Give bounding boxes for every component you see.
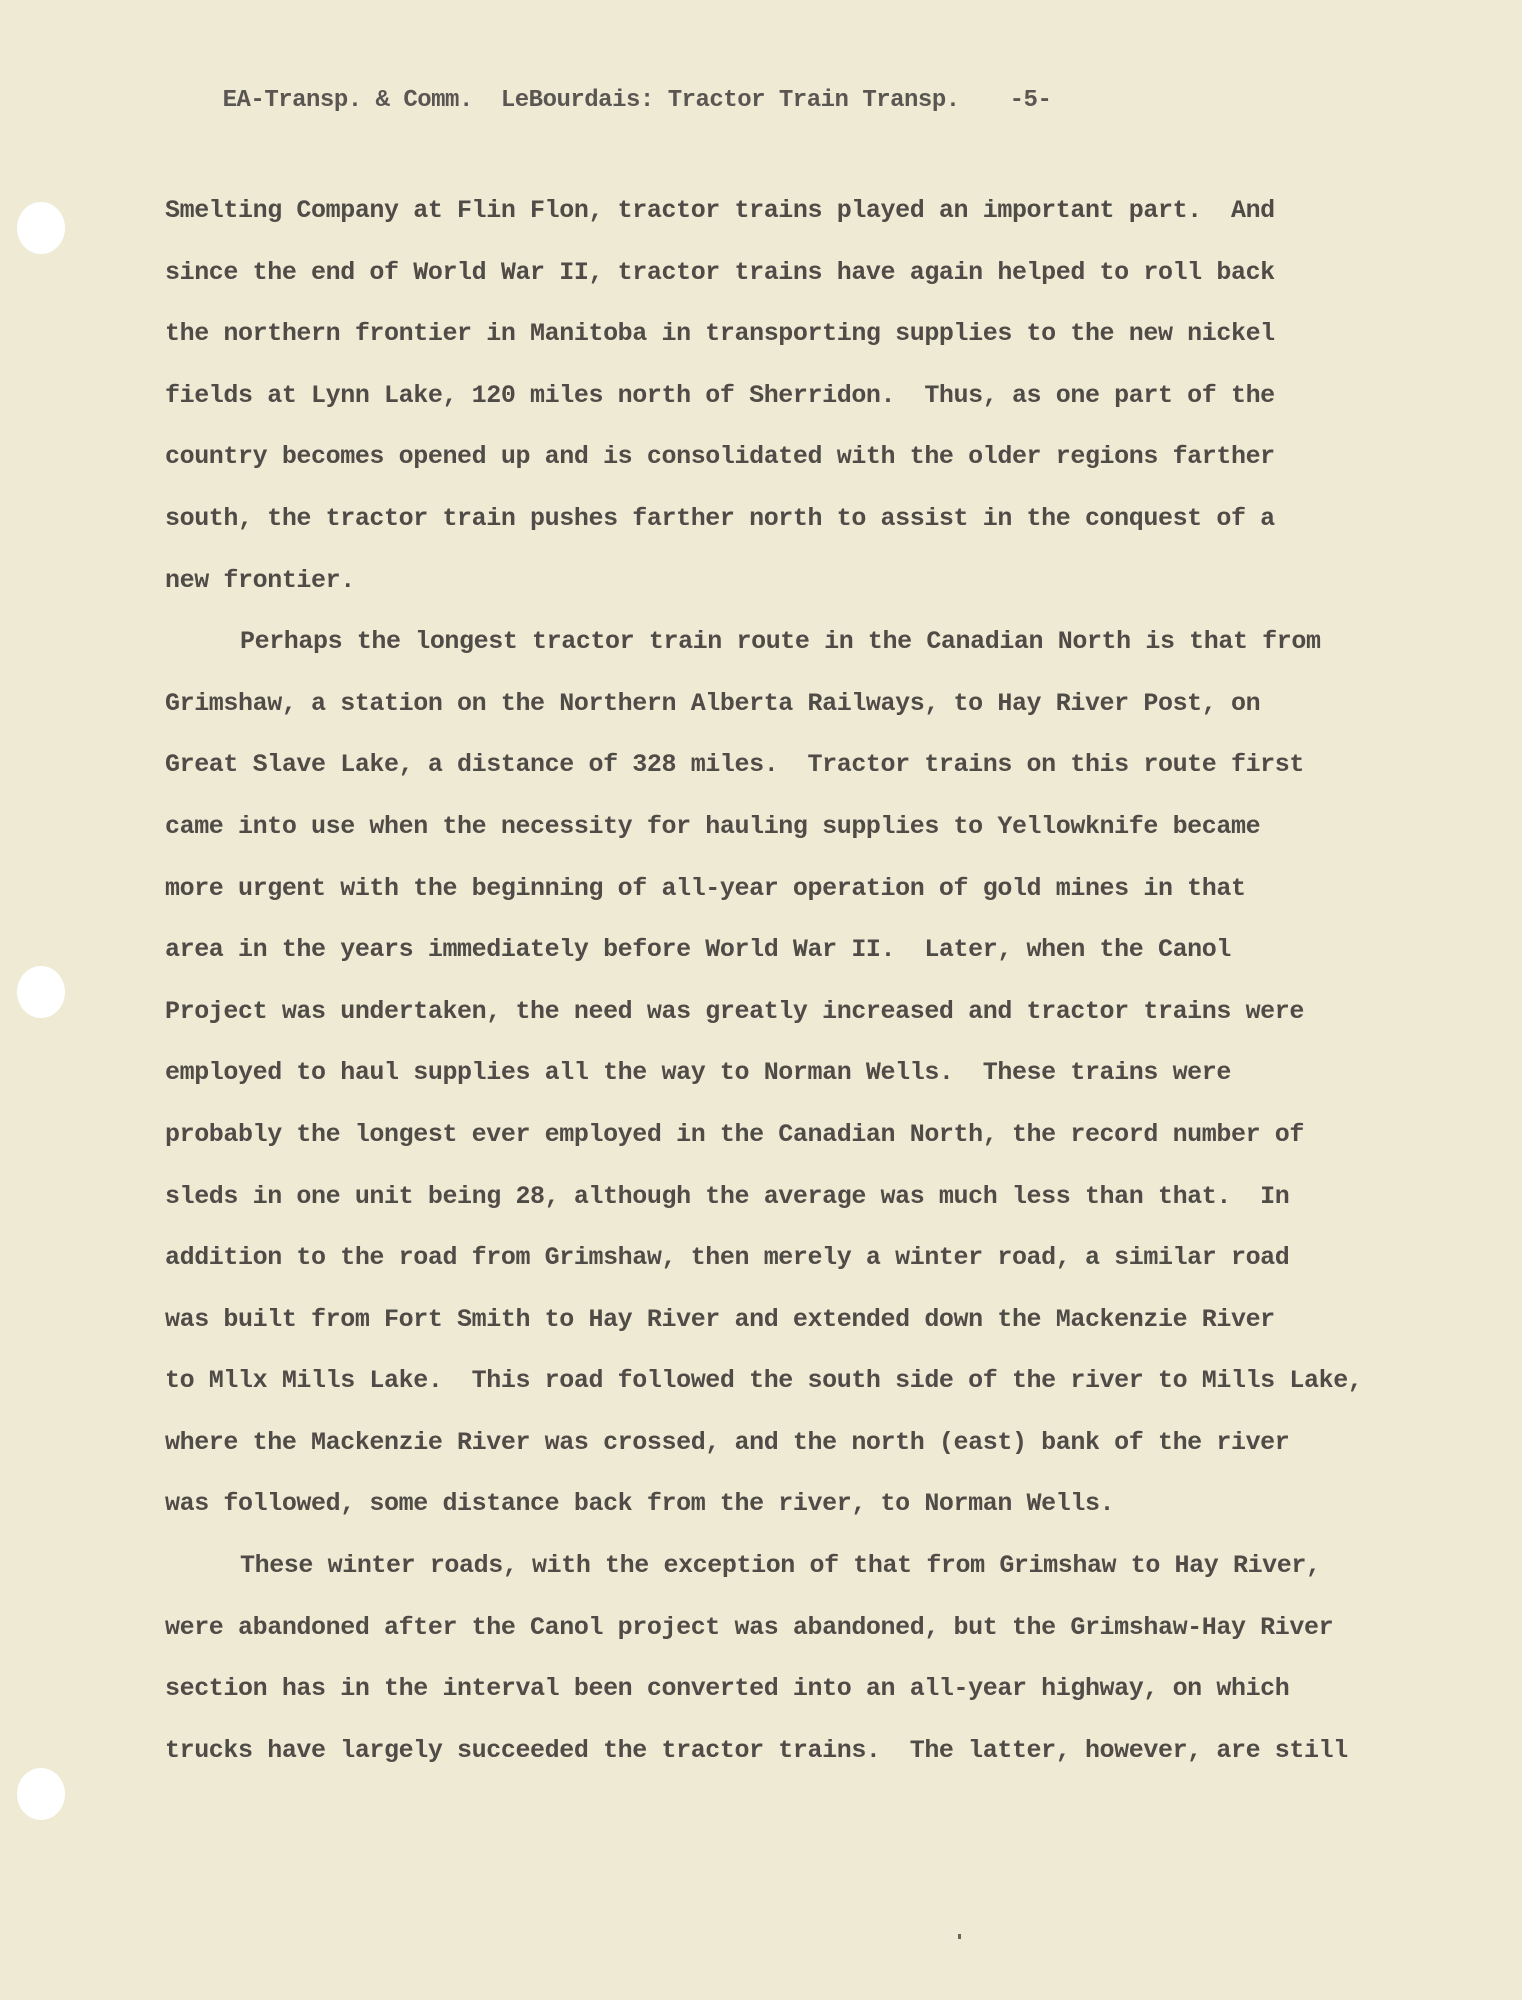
text-line: Grimshaw, a station on the Northern Alberta Railways, to Hay River Post, on <box>165 688 1261 718</box>
text-line: south, the tractor train pushes farther north to assist in the conquest of a <box>165 503 1275 533</box>
page-header <box>167 60 1051 141</box>
text-line: fields at Lynn Lake, 120 miles north of Sherridon. Thus, as one part of the <box>165 380 1275 410</box>
text-line: sleds in one unit being 28, although the average was much less than that. In <box>165 1181 1290 1211</box>
paragraph <box>165 611 1435 1535</box>
text-line: Project was undertaken, the need was greatly increased and tractor trains were <box>165 996 1304 1026</box>
text-line: Perhaps the longest tractor train route in the Canadian North is that from <box>240 627 1321 657</box>
text-line: new frontier. <box>165 565 355 595</box>
header-series: EA-Transp. & Comm. <box>222 87 473 114</box>
text-line: was followed, some distance back from the river, to Norman Wells. <box>165 1489 1115 1519</box>
text-line: country becomes opened up and is consolidated with the older regions farther <box>165 442 1275 472</box>
punch-hole-bottom <box>17 1768 65 1820</box>
text-line: addition to the road from Grimshaw, then merely a winter road, a similar road <box>165 1243 1290 1273</box>
text-line: to Mllx Mills Lake. This road followed the south side of the river to Mills Lake, <box>165 1366 1363 1396</box>
stray-mark <box>958 1934 961 1939</box>
text-line: more urgent with the beginning of all-year operation of gold mines in that <box>165 873 1246 903</box>
text-line: section has in the interval been converted into an all-year highway, on which <box>165 1674 1290 1704</box>
text-line: was built from Fort Smith to Hay River and extended down the Mackenzie River <box>165 1304 1275 1334</box>
text-line: the northern frontier in Manitoba in transporting supplies to the new nickel <box>165 319 1275 349</box>
text-line: probably the longest ever employed in the Canadian North, the record number of <box>165 1119 1304 1149</box>
page-number: -5- <box>1009 87 1052 114</box>
punch-hole-middle <box>17 966 65 1018</box>
header-title: LeBourdais: Tractor Train Transp. <box>500 87 960 114</box>
text-line: These winter roads, with the exception of that from Grimshaw to Hay River, <box>240 1551 1321 1581</box>
text-line: employed to haul supplies all the way to Norman Wells. These trains were <box>165 1058 1231 1088</box>
text-line: trucks have largely succeeded the tractor trains. The latter, however, are still <box>165 1735 1348 1765</box>
text-line: where the Mackenzie River was crossed, and the north (east) bank of the river <box>165 1427 1290 1457</box>
punch-hole-top <box>17 202 65 254</box>
text-line: Great Slave Lake, a distance of 328 miles. Tractor trains on this route first <box>165 750 1304 780</box>
text-line: were abandoned after the Canol project was abandoned, but the Grimshaw-Hay River <box>165 1612 1334 1642</box>
text-line: came into use when the necessity for hauling supplies to Yellowknife became <box>165 811 1261 841</box>
text-line: Smelting Company at Flin Flon, tractor trains played an important part. And <box>165 196 1275 225</box>
text-line: area in the years immediately before World War II. Later, when the Canol <box>165 935 1231 965</box>
text-line: since the end of World War II, tractor trains have again helped to roll back <box>165 257 1275 287</box>
paragraph <box>165 180 1435 611</box>
body-text <box>165 180 1435 1781</box>
paragraph <box>165 1535 1435 1781</box>
